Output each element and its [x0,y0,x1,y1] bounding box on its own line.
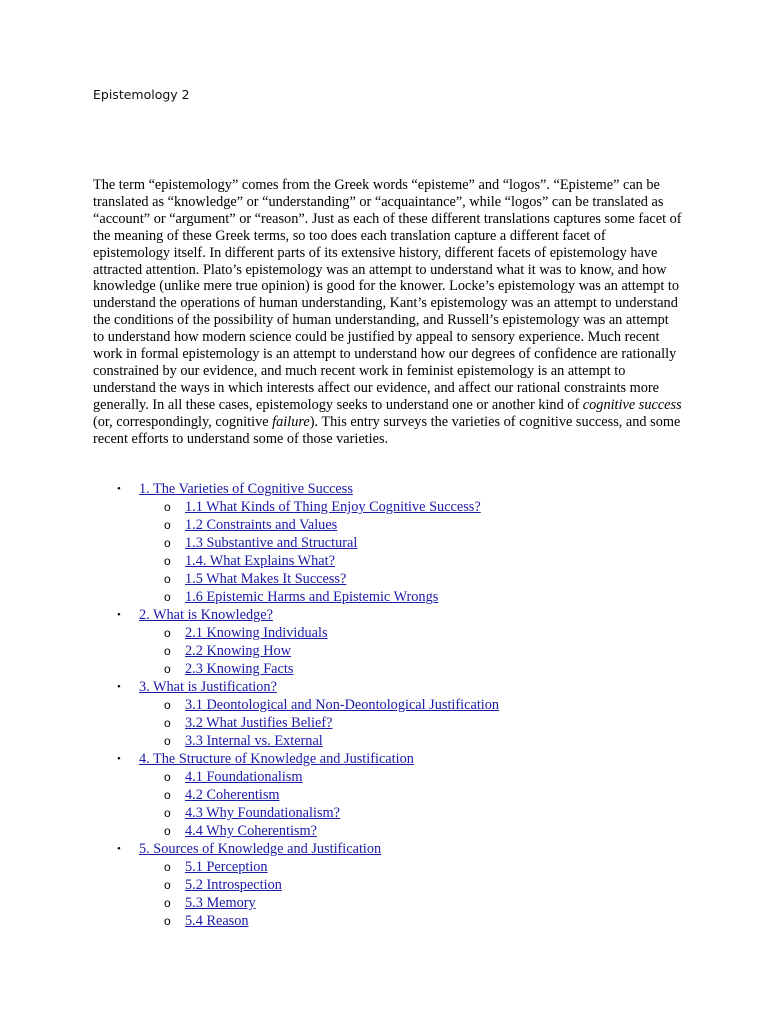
toc-section-row [93,678,693,696]
bullet-icon: • [117,609,121,621]
toc-section [93,606,693,678]
toc-subsection-link[interactable]: 5.2 Introspection [185,877,282,893]
toc-subsection-list [93,624,693,678]
toc-subsection-link[interactable]: 4.1 Foundationalism [185,769,303,785]
circle-bullet-icon: o [164,878,171,892]
toc-subsection-list [93,498,693,606]
intro-emphasis-cognitive-success: cognitive success [582,396,682,413]
toc-subsection [93,552,693,570]
circle-bullet-icon: o [164,824,171,838]
toc-subsection [93,912,693,930]
toc-subsection [93,696,693,714]
circle-bullet-icon: o [164,554,171,568]
table-of-contents [93,480,693,930]
toc-subsection-link[interactable]: 5.4 Reason [185,913,249,929]
toc-section-row [93,606,693,624]
toc-subsection-list [93,696,693,750]
circle-bullet-icon: o [164,590,171,604]
toc-subsection-link[interactable]: 1.2 Constraints and Values [185,517,338,533]
document-title: Epistemology 2 [93,87,190,102]
toc-section-link[interactable]: 4. The Structure of Knowledge and Justification [139,751,414,767]
toc-subsection-link[interactable]: 2.1 Knowing Individuals [185,625,328,641]
intro-paragraph [93,177,683,448]
circle-bullet-icon: o [164,500,171,514]
toc-section [93,840,693,930]
toc-subsection-link[interactable]: 2.3 Knowing Facts [185,661,294,677]
toc-section-row [93,480,693,498]
toc-list [93,480,693,930]
circle-bullet-icon: o [164,734,171,748]
toc-subsection-link[interactable]: 4.3 Why Foundationalism? [185,805,341,821]
circle-bullet-icon: o [164,698,171,712]
toc-subsection-link[interactable]: 5.3 Memory [185,895,256,911]
toc-subsection [93,498,693,516]
toc-subsection-link[interactable]: 1.5 What Makes It Success? [185,571,347,587]
toc-subsection [93,894,693,912]
toc-section-row [93,750,693,768]
circle-bullet-icon: o [164,716,171,730]
toc-section-row [93,840,693,858]
toc-section-link[interactable]: 5. Sources of Knowledge and Justification [139,841,382,857]
circle-bullet-icon: o [164,626,171,640]
toc-subsection-link[interactable]: 1.3 Substantive and Structural [185,535,358,551]
bullet-icon: • [117,681,121,693]
toc-subsection-link[interactable]: 5.1 Perception [185,859,268,875]
circle-bullet-icon: o [164,662,171,676]
toc-subsection-link[interactable]: 4.4 Why Coherentism? [185,823,317,839]
toc-section [93,750,693,840]
toc-subsection [93,804,693,822]
intro-text-part-1: The term “epistemology” comes from the Greek words “episteme” and “logos”. “Episteme” can be translated as “knowledge” or “understanding” or “acquaintance”, while “logos” can be translated as “account” or “argument” or “reason”. Just as each of these different translations captures some facet of the meaning of these Greek terms, so too does each translation capture a different facet of epistemology itself. In different parts of its extensive history, different facets of epistemology have attracted attention. Plato’s epistemology was an attempt to understand what it was to know, and how knowledge (unlike mere true opinion) is good for the knower. Locke’s epistemology was an attempt to understand the operations of human understanding, Kant’s epistemology was an attempt to understand the conditions of the possibility of human understanding, and Russell’s epistemology was an attempt to understand how modern science could be justified by appeal to sensory experience. Much recent work in formal epistemology is an attempt to understand how our degrees of confidence are rationally constrained by our evidence, and much recent work in feminist epistemology is an attempt to understand the ways in which interests affect our evidence, and affect our rational constraints more generally. In all these cases, epistemology seeks to understand one or another kind of [93,177,682,413]
toc-subsection [93,516,693,534]
toc-subsection [93,858,693,876]
toc-subsection [93,660,693,678]
bullet-icon: • [117,753,121,765]
toc-subsection [93,768,693,786]
toc-section-link[interactable]: 3. What is Justification? [139,679,277,695]
toc-subsection [93,786,693,804]
bullet-icon: • [117,843,121,855]
toc-subsection [93,714,693,732]
toc-subsection-link[interactable]: 4.2 Coherentism [185,787,280,803]
circle-bullet-icon: o [164,860,171,874]
toc-subsection [93,642,693,660]
toc-subsection-link[interactable]: 1.1 What Kinds of Thing Enjoy Cognitive Success? [185,499,481,515]
toc-subsection-link[interactable]: 1.4. What Explains What? [185,553,335,569]
toc-subsection-list [93,858,693,930]
circle-bullet-icon: o [164,644,171,658]
toc-section [93,480,693,606]
intro-emphasis-failure: failure [272,413,310,430]
toc-section-link[interactable]: 2. What is Knowledge? [139,607,273,623]
toc-section-link[interactable]: 1. The Varieties of Cognitive Success [139,481,353,497]
toc-subsection [93,822,693,840]
toc-subsection [93,624,693,642]
circle-bullet-icon: o [164,572,171,586]
toc-subsection-link[interactable]: 3.2 What Justifies Belief? [185,715,333,731]
toc-subsection [93,876,693,894]
toc-subsection [93,534,693,552]
toc-subsection-link[interactable]: 1.6 Epistemic Harms and Epistemic Wrongs [185,589,439,605]
toc-subsection-list [93,768,693,840]
circle-bullet-icon: o [164,914,171,928]
toc-subsection [93,588,693,606]
toc-subsection [93,570,693,588]
toc-section [93,678,693,750]
toc-subsection-link[interactable]: 2.2 Knowing How [185,643,292,659]
circle-bullet-icon: o [164,536,171,550]
circle-bullet-icon: o [164,896,171,910]
toc-subsection [93,732,693,750]
intro-text-part-3: ). This entry surveys the varieties of cognitive success, and some recent efforts to understand some of those varieties. [93,413,681,447]
toc-subsection-link[interactable]: 3.3 Internal vs. External [185,733,323,749]
bullet-icon: • [117,483,121,495]
circle-bullet-icon: o [164,518,171,532]
circle-bullet-icon: o [164,788,171,802]
intro-text-part-2: (or, correspondingly, cognitive [93,413,273,430]
circle-bullet-icon: o [164,806,171,820]
circle-bullet-icon: o [164,770,171,784]
toc-subsection-link[interactable]: 3.1 Deontological and Non-Deontological Justification [185,697,500,713]
